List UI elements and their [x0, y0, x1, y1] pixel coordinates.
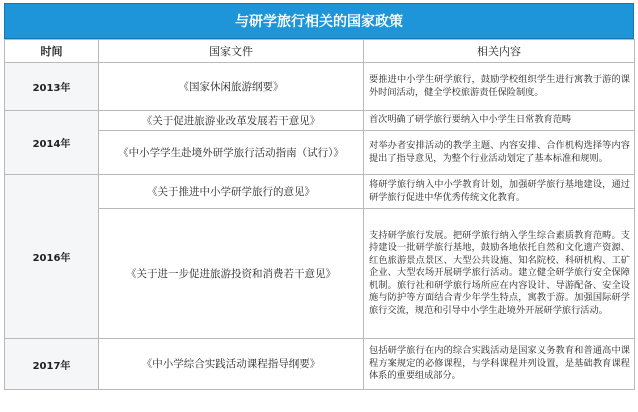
year-cell: 2016年: [5, 175, 99, 339]
header-content: 相关内容: [364, 40, 635, 63]
year-cell: 2013年: [5, 63, 99, 111]
policy-table: [4, 39, 635, 390]
table-row: [5, 111, 635, 131]
document-cell: 《国家休闲旅游纲要》: [99, 63, 364, 111]
header-row: [5, 40, 635, 63]
year-cell: 2017年: [5, 339, 99, 390]
header-time: 时间: [5, 40, 99, 63]
table-row: [5, 209, 635, 339]
document-cell: 《关于进一步促进旅游投资和消费若干意见》: [99, 209, 364, 339]
content-cell: 要推进中小学生研学旅行，鼓励学校组织学生进行寓教于游的课外时间活动，健全学校旅游责任保险制度。: [364, 63, 635, 111]
table-row: [5, 175, 635, 209]
document-cell: 《中小学学生赴境外研学旅行活动指南（试行）》: [99, 131, 364, 175]
content-cell: 支持研学旅行发展。把研学旅行纳入学生综合素质教育范畴。支持建设一批研学旅行基地，鼓励各地依托自然和文化遗产资源、红色旅游景点景区、大型公共设施、知名院校、科研机构、工矿企业、大型农场开展研学旅行活动。建立健全研学旅行安全保障机制。旅行社和研学旅行场所应在内容设计、导游配备、安全设施与防护等方面结合青少年学生特点，寓教于游。加强国际研学旅行交流，规范和引导中小学生赴境外开展研学旅行活动。: [364, 209, 635, 339]
content-cell: 首次明确了研学旅行要纳入中小学生日常教育范畴: [364, 111, 635, 131]
table-title: 与研学旅行相关的国家政策: [4, 3, 634, 39]
content-cell: 将研学旅行纳入中小学教育计划，加强研学旅行基地建设，通过研学旅行促进中华优秀传统文化教育。: [364, 175, 635, 209]
table-row: [5, 339, 635, 390]
year-cell: 2014年: [5, 111, 99, 175]
content-cell: 对举办者安排活动的教学主题、内容安排、合作机构选择等内容提出了指导意见，为整个行业活动划定了基本标准和规则。: [364, 131, 635, 175]
header-document: 国家文件: [99, 40, 364, 63]
document-cell: 《关于促进旅游业改革发展若干意见》: [99, 111, 364, 131]
table-row: [5, 131, 635, 175]
content-cell: 包括研学旅行在内的综合实践活动是国家义务教育和普通高中课程方案规定的必修课程，与学科课程并列设置，是基础教育课程体系的重要组成部分。: [364, 339, 635, 390]
table-row: [5, 63, 635, 111]
document-cell: 《关于推进中小学研学旅行的意见》: [99, 175, 364, 209]
document-cell: 《中小学综合实践活动课程指导纲要》: [99, 339, 364, 390]
